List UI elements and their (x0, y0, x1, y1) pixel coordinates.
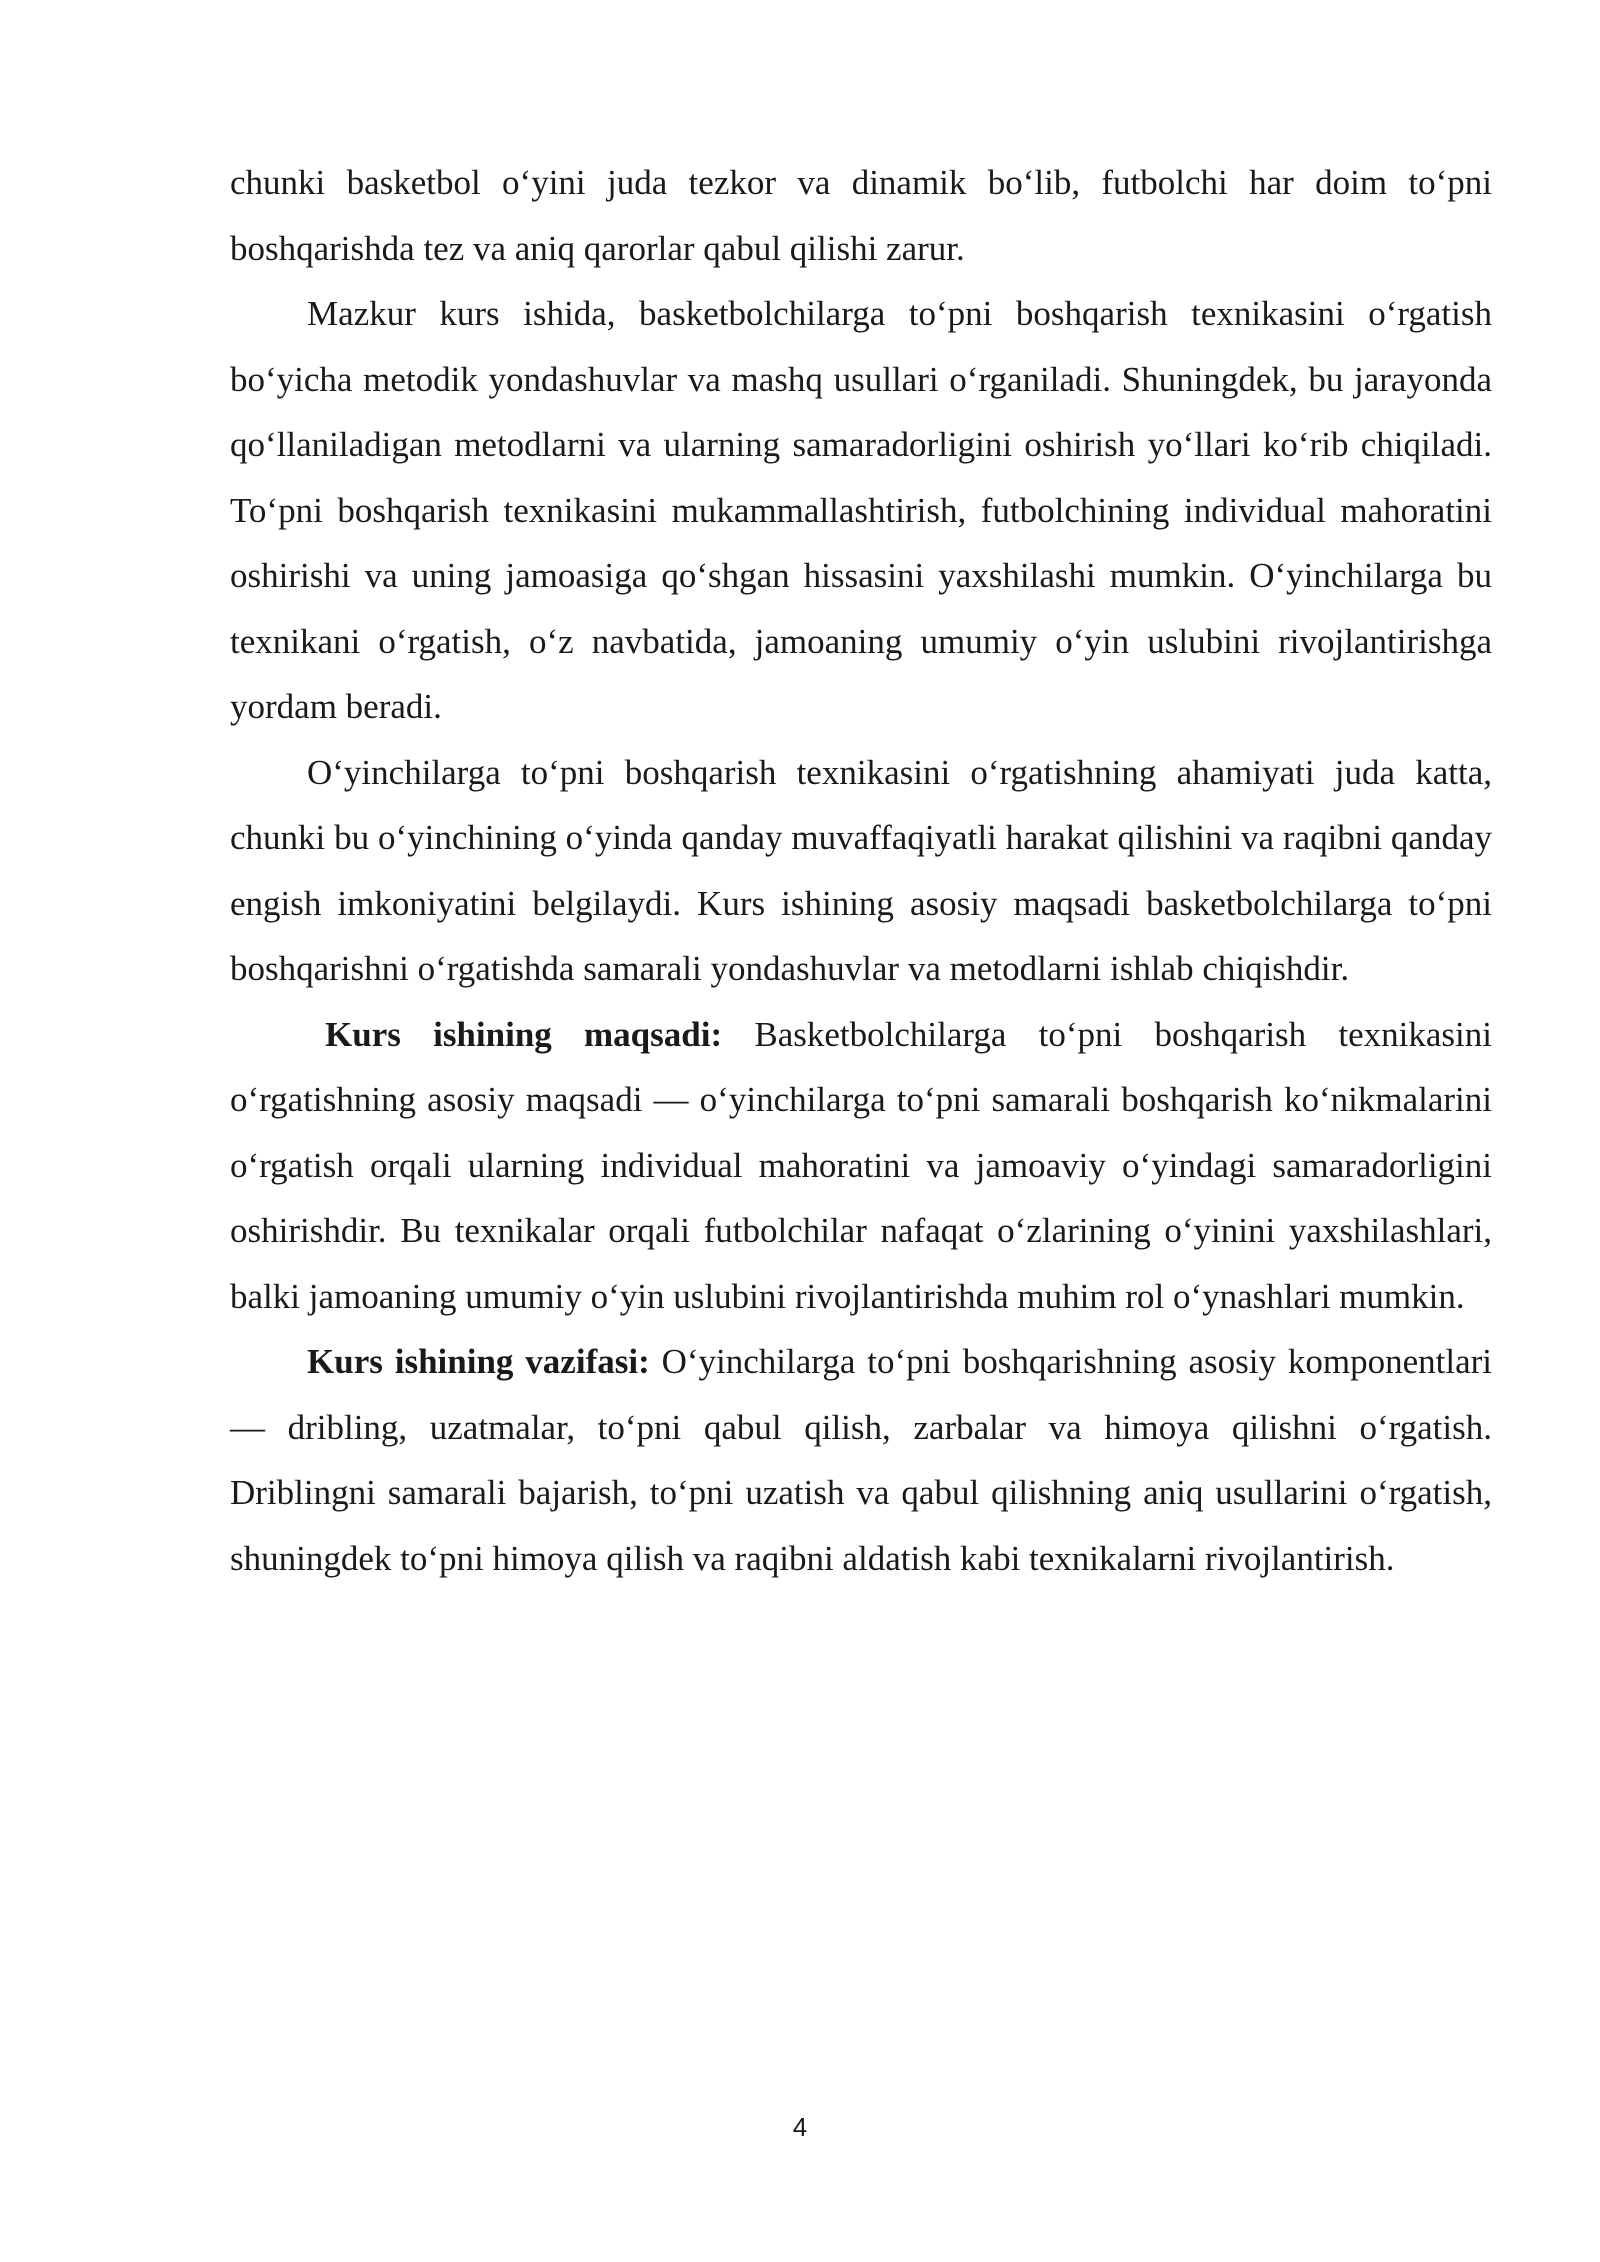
paragraph-text: O‘yinchilarga to‘pni boshqarishning asosiy komponentlari — dribling, uzatmalar, to‘pni qabul qilish, zarbalar va himoya qilishni o‘rgatish. Driblingni samarali bajarish, to‘pni uzatish va qabul qilishning aniq usullarini o‘rgatish, shuningdek to‘pni himoya qilish va raqibni aldatish kabi texnikalarni rivojlantirish. (230, 1342, 1492, 1578)
paragraph-text: chunki basketbol o‘yini juda tezkor va dinamik bo‘lib, futbolchi har doim to‘pni boshqarishda tez va aniq qarorlar qabul qilishi zarur. (230, 163, 1492, 268)
paragraph-importance (230, 740, 1492, 1002)
goal-heading: Kurs ishining maqsadi: (325, 1014, 723, 1054)
tasks-heading: Kurs ishining vazifasi: (307, 1342, 650, 1381)
paragraph-course-overview (230, 281, 1492, 740)
document-body (230, 150, 1492, 1591)
paragraph-continuation (230, 150, 1492, 281)
page-number: 4 (792, 2112, 808, 2142)
paragraph-text: Mazkur kurs ishida, basketbolchilarga to‘pni boshqarish texnikasini o‘rgatish bo‘yicha metodik yondashuvlar va mashq usullari o‘rganiladi. Shuningdek, bu jarayonda qo‘llaniladigan metodlarni va ularning samaradorligini oshirish yo‘llari ko‘rib chiqiladi. To‘pni boshqarish texnikasini mukammallashtirish, futbolchining individual mahoratini oshirishi va uning jamoasiga qo‘shgan hissasini yaxshilashi mumkin. O‘yinchilarga bu texnikani o‘rgatish, o‘z navbatida, jamoaning umumiy o‘yin uslubini rivojlantirishga yordam beradi. (230, 294, 1492, 726)
paragraph-text: Basketbolchilarga to‘pni boshqarish texnikasini o‘rgatishning asosiy maqsadi — o‘yinchilarga to‘pni samarali boshqarish ko‘nikmalarini o‘rgatish orqali ularning individual mahoratini va jamoaviy o‘yindagi samaradorligini oshirishdir. Bu texnikalar orqali futbolchilar nafaqat o‘zlarining o‘yinini yaxshilashlari, balki jamoaning umumiy o‘yin uslubini rivojlantirishda muhim rol o‘ynashlari mumkin. (230, 1014, 1492, 1316)
paragraph-tasks (230, 1329, 1492, 1591)
paragraph-text: O‘yinchilarga to‘pni boshqarish texnikasini o‘rgatishning ahamiyati juda katta, chunki bu o‘yinchining o‘yinda qanday muvaffaqiyatli harakat qilishini va raqibni qanday engish imkoniyatini belgilaydi. Kurs ishining asosiy maqsadi basketbolchilarga to‘pni boshqarishni o‘rgatishda samarali yondashuvlar va metodlarni ishlab chiqishdir. (230, 752, 1492, 988)
paragraph-goal (230, 1002, 1492, 1330)
